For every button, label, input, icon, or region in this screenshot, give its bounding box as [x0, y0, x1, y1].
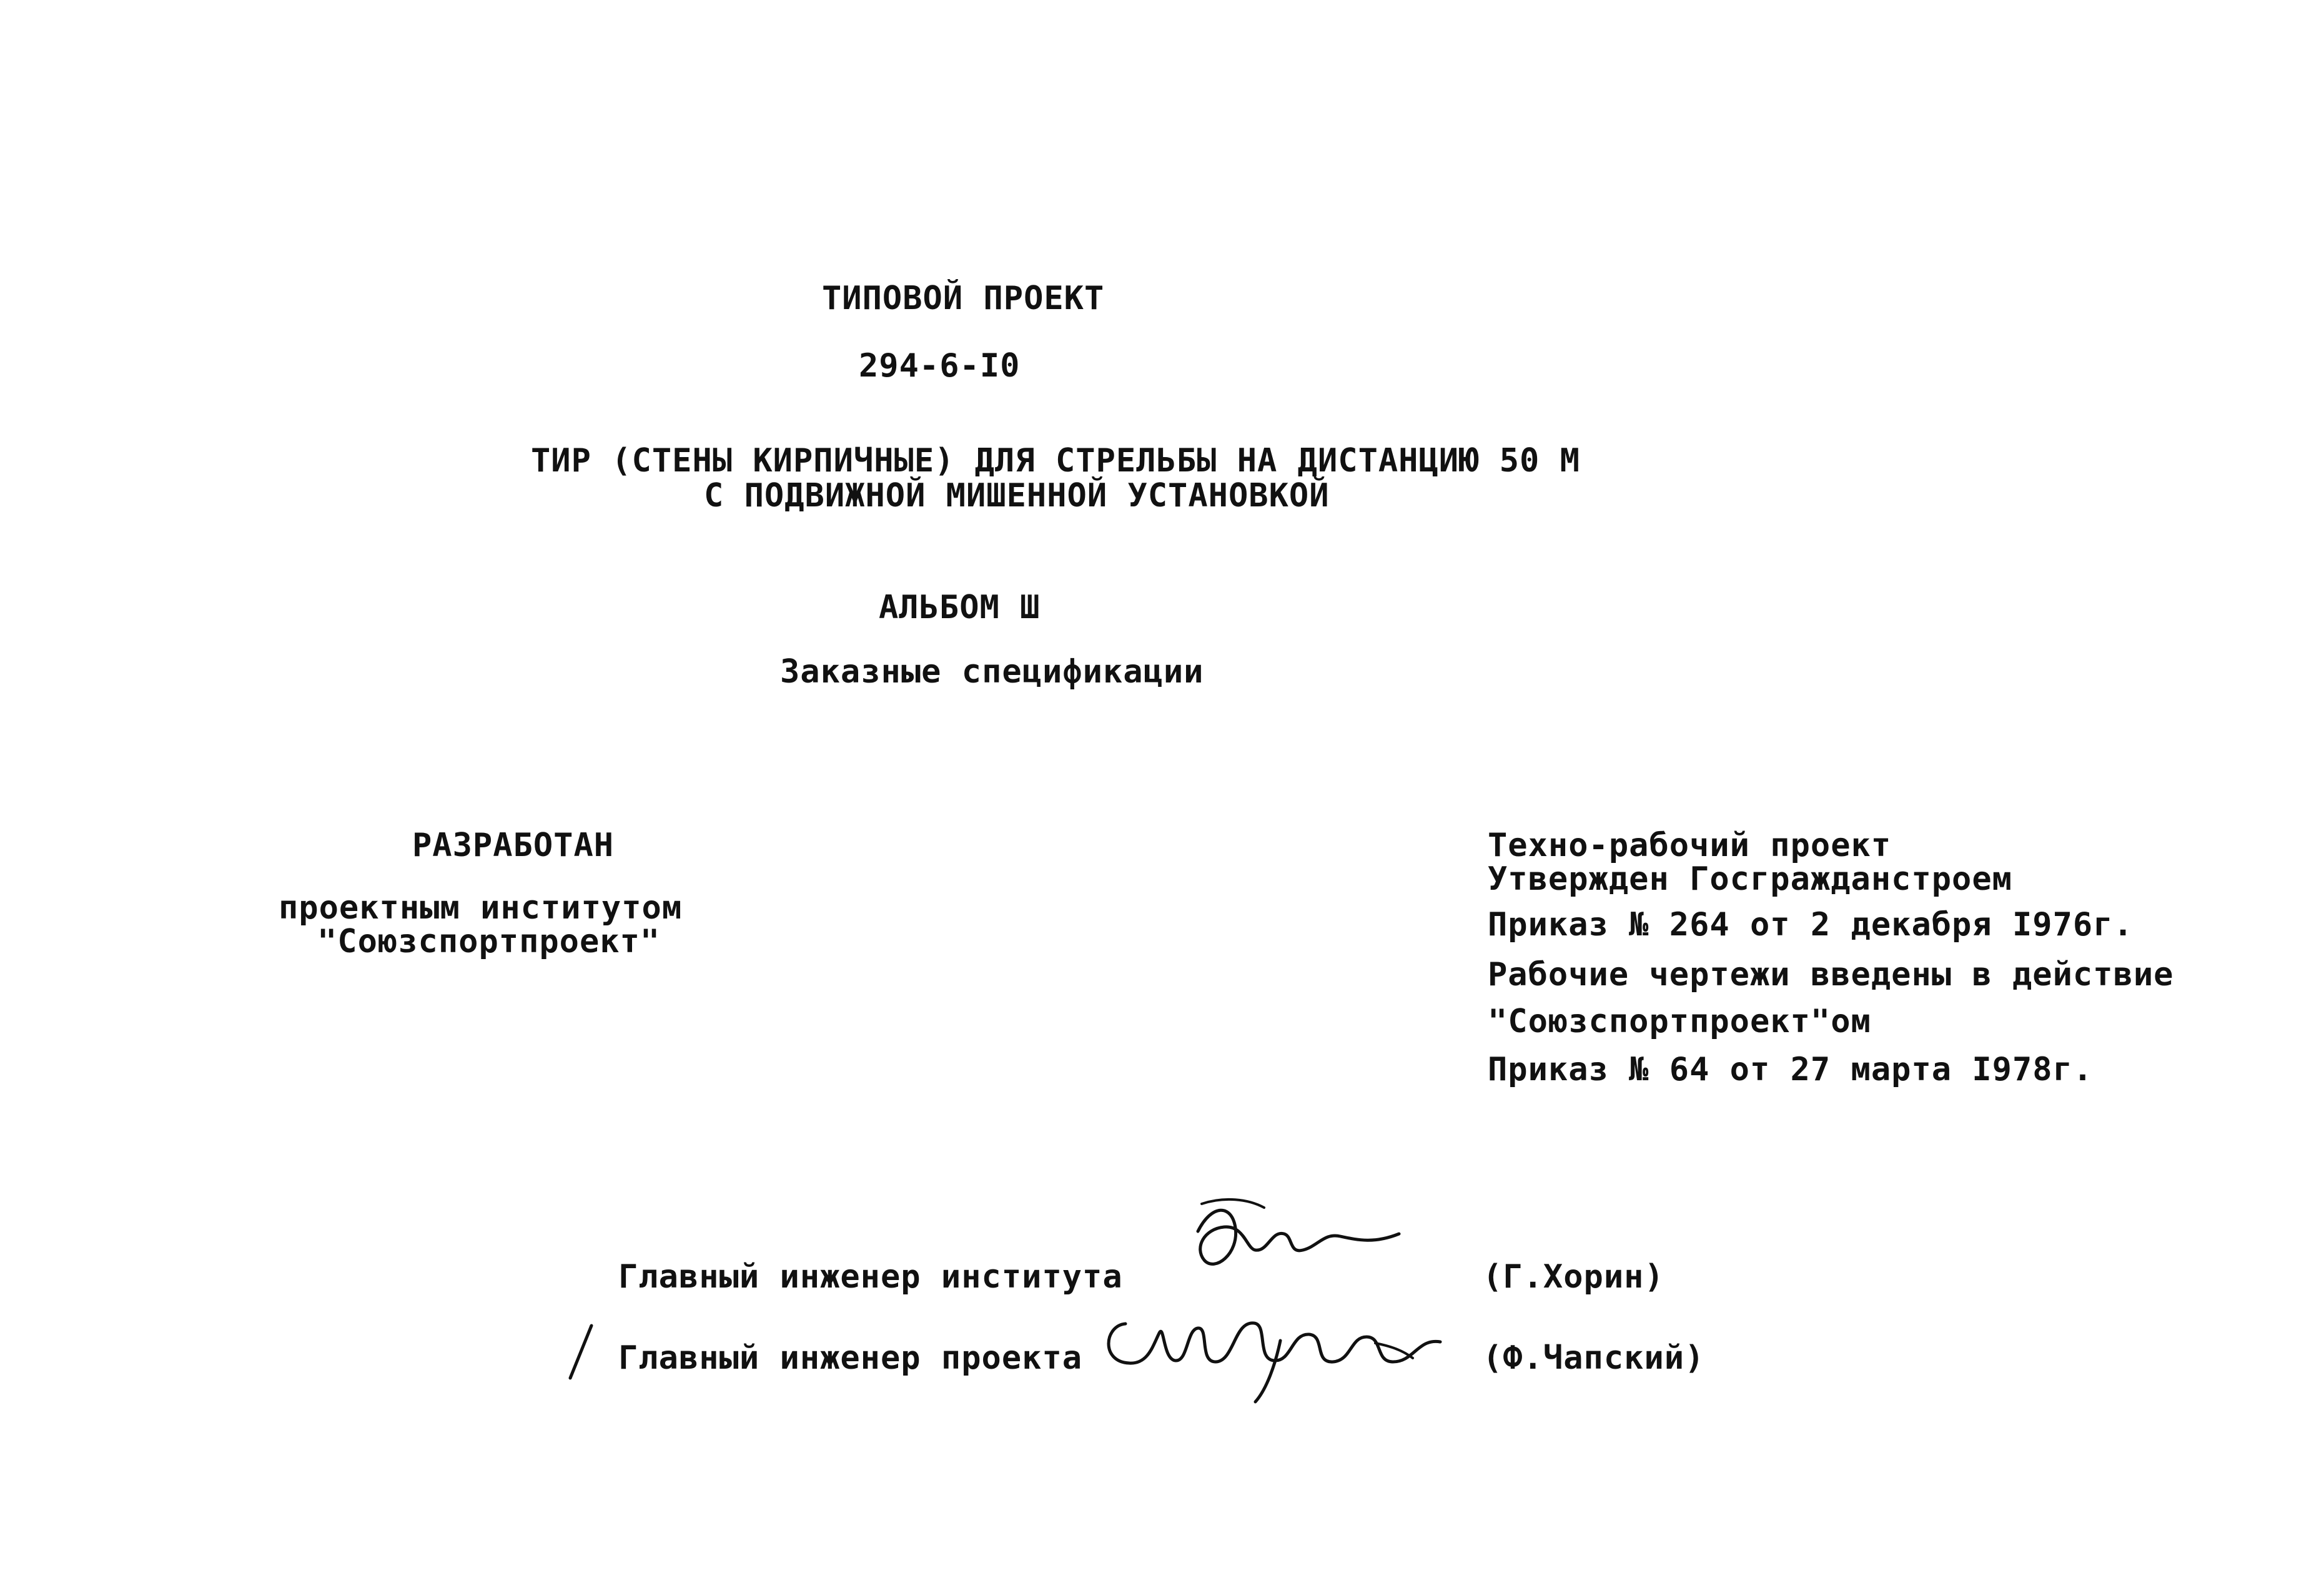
approval-line-4: Рабочие чертежи введены в действие: [1488, 956, 2174, 993]
title-line-1: ТИР (СТЕНЫ КИРПИЧНЫЕ) ДЛЯ СТРЕЛЬБЫ НА ДИСТАНЦИЮ 50 М: [531, 442, 1580, 480]
developer-heading: РАЗРАБОТАН: [412, 827, 615, 864]
approval-line-2: Утвержден Госгражданстроем: [1488, 860, 2012, 898]
approval-line-1: Техно-рабочий проект: [1488, 827, 1892, 864]
developer-institute-name: "Союзспортпроект": [317, 923, 661, 960]
approval-order-2: Приказ № 64 от 27 марта I978г.: [1488, 1051, 2094, 1088]
album-subtitle: Заказные спецификации: [780, 653, 1204, 691]
album-title: АЛЬБОМ Ш: [879, 589, 1041, 626]
approval-line-5: "Союзспортпроект"ом: [1488, 1003, 1871, 1040]
approval-order-1: Приказ № 264 от 2 декабря I976г.: [1488, 906, 2134, 943]
margin-slash-mark: [565, 1321, 596, 1383]
signature-role-institute: Главный инженер института: [618, 1258, 1123, 1296]
signature-name-institute: (Г.Хорин): [1483, 1258, 1664, 1296]
title-line-2: С ПОДВИЖНОЙ МИШЕННОЙ УСТАНОВКОЙ: [704, 477, 1330, 515]
doc-type: ТИПОВОЙ ПРОЕКТ: [822, 280, 1105, 317]
developer-institute: проектным институтом: [279, 889, 683, 927]
signature-khorin-image: [1187, 1193, 1412, 1293]
signature-chapsky-image: [1093, 1302, 1468, 1408]
doc-number: 294-6-I0: [859, 347, 1021, 385]
signature-role-project: Главный инженер проекта: [618, 1339, 1083, 1377]
signature-name-project: (Ф.Чапский): [1483, 1339, 1705, 1377]
